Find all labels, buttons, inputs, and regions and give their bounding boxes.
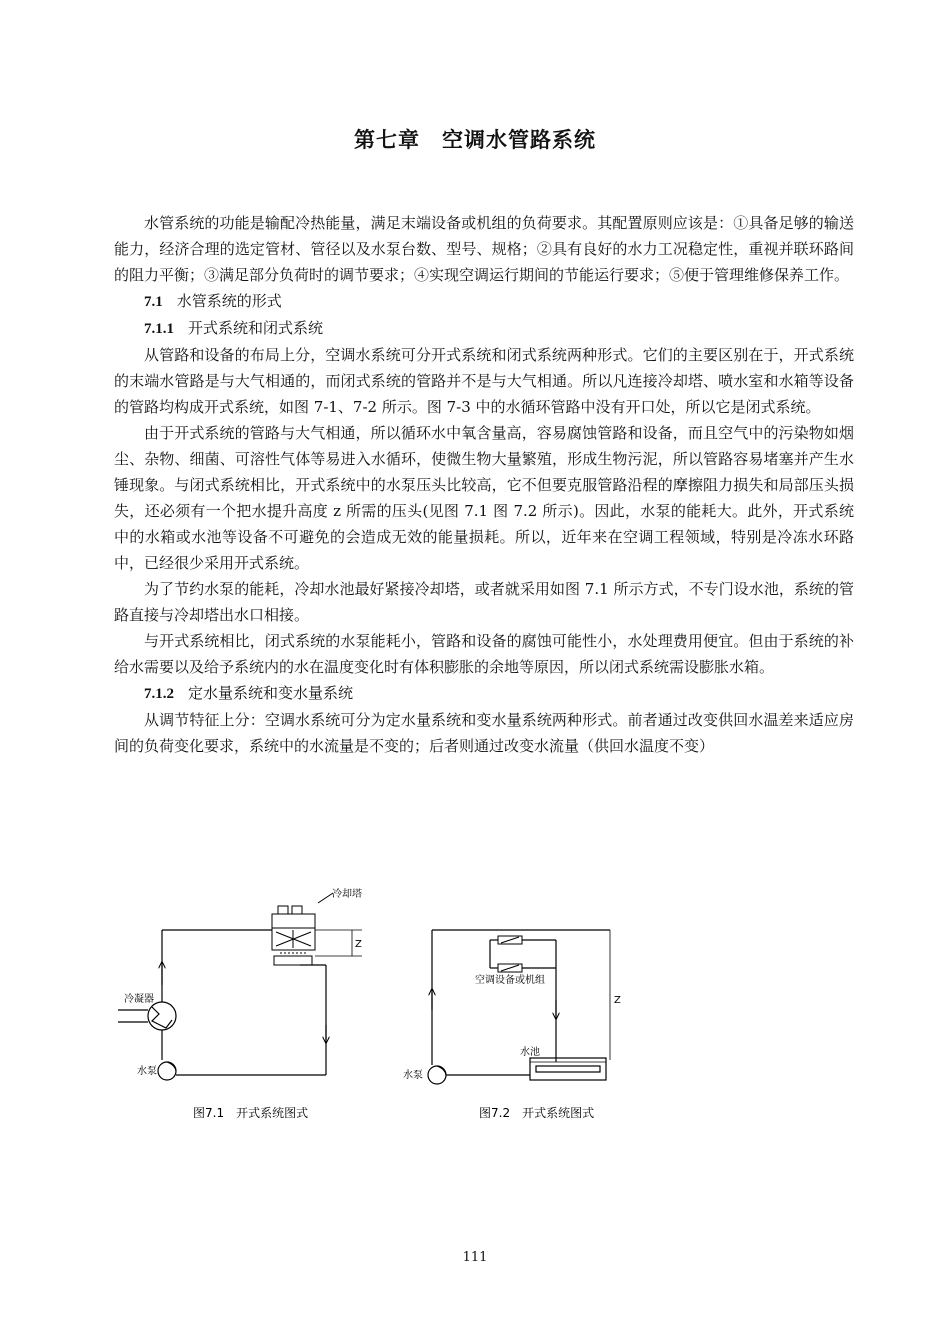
section-number: 7.1 xyxy=(144,294,163,310)
pump-label: 水泵 xyxy=(137,1066,157,1077)
cooling-tower-label: 冷却塔 xyxy=(332,889,362,900)
ac-units xyxy=(498,936,522,972)
z-label: Z xyxy=(355,939,362,950)
section-heading-7-1-1 xyxy=(114,315,854,342)
pump-fig2 xyxy=(428,1066,446,1084)
condenser xyxy=(118,1002,176,1030)
section-title: 水管系统的形式 xyxy=(176,292,282,310)
figure-7-1-caption: 图7.1 开式系统图式 xyxy=(193,1106,309,1120)
page-number: 111 xyxy=(462,1250,488,1265)
pump-fig1 xyxy=(158,1062,176,1080)
intro-paragraph: 水管系统的功能是输配冷热能量，满足末端设备或机组的负荷要求。其配置原则应该是：①具备足够的输送能力，经济合理的选定管材、管径以及水泵台数、型号、规格；②具有良好的水力工况稳定性，重视并联环路间的阻力平衡；③满足部分负荷时的调节要求；④实现空调运行期间的节能运行要求；⑤便于管理维修保养工作。 xyxy=(114,214,854,284)
figures xyxy=(0,880,950,1130)
ac-units-label: 空调设备或机组 xyxy=(475,975,545,986)
figure-7-2-caption: 图7.2 开式系统图式 xyxy=(479,1106,595,1120)
body-text xyxy=(114,210,854,759)
cooling-tower xyxy=(272,893,333,965)
condenser-label: 冷凝器 xyxy=(124,994,154,1005)
paragraph: 与开式系统相比，闭式系统的水泵能耗小，管路和设备的腐蚀可能性小，水处理费用便宜。但由于系统的补给水需要以及给予系统内的水在温度变化时有体积膨胀的余地等原因，所以闭式系统需设膨胀水箱。 xyxy=(114,632,854,676)
paragraph: 从调节特征上分：空调水系统可分为定水量系统和变水量系统两种形式。前者通过改变供回水温差来适应房间的负荷变化要求，系统中的水流量是不变的；后者则通过改变水流量（供回水温度不变） xyxy=(114,711,854,755)
figure-7-1-diagram xyxy=(162,930,326,1075)
water-tank xyxy=(530,1058,606,1080)
section-number: 7.1.2 xyxy=(144,686,174,702)
section-heading-7-1-2 xyxy=(114,680,854,707)
section-number: 7.1.1 xyxy=(144,321,174,337)
paragraph: 由于开式系统的管路与大气相通，所以循环水中氧含量高，容易腐蚀管路和设备，而且空气中的污染物如烟尘、杂物、细菌、可溶性气体等易进入水循环，使微生物大量繁殖，形成生物污泥，所以管路容易堵塞并产生水锤现象。与闭式系统相比，开式系统中的水泵压头比较高，它不但要克服管路沿程的摩擦阻力损失和局部压头损失，还必须有一个把水提升高度 z 所需的压头(见图 7.1 图 7.2 所示)。因此，水泵的能耗大。此外，开式系统中的水箱或水池等设备不可避免的会造成无效的能量损耗。所以，近年来在空调工程领域，特别是冷冻水环路中，已经很少采用开式系统。 xyxy=(114,424,854,572)
section-title: 开式系统和闭式系统 xyxy=(188,319,324,337)
tank-label: 水池 xyxy=(520,1047,540,1058)
paragraph: 为了节约水泵的能耗，冷却水池最好紧接冷却塔，或者就采用如图 7.1 所示方式，不专门设水池，系统的管路直接与冷却塔出水口相接。 xyxy=(114,580,854,624)
chapter-title: 第七章 空调水管路系统 xyxy=(354,128,596,152)
z-label: Z xyxy=(614,995,621,1006)
section-heading-7-1 xyxy=(114,288,854,315)
paragraph: 从管路和设备的布局上分，空调水系统可分开式系统和闭式系统两种形式。它们的主要区别在于，开式系统的末端水管路是与大气相通的，而闭式系统的管路并不是与大气相通。所以凡连接冷却塔、喷水室和水箱等设备的管路均构成开式系统，如图 7-1、7-2 所示。图 7-3 中的水循环管路中没有开口处，所以它是闭式系统。 xyxy=(114,346,854,416)
section-title: 定水量系统和变水量系统 xyxy=(188,684,354,702)
pump-label: 水泵 xyxy=(403,1070,423,1081)
